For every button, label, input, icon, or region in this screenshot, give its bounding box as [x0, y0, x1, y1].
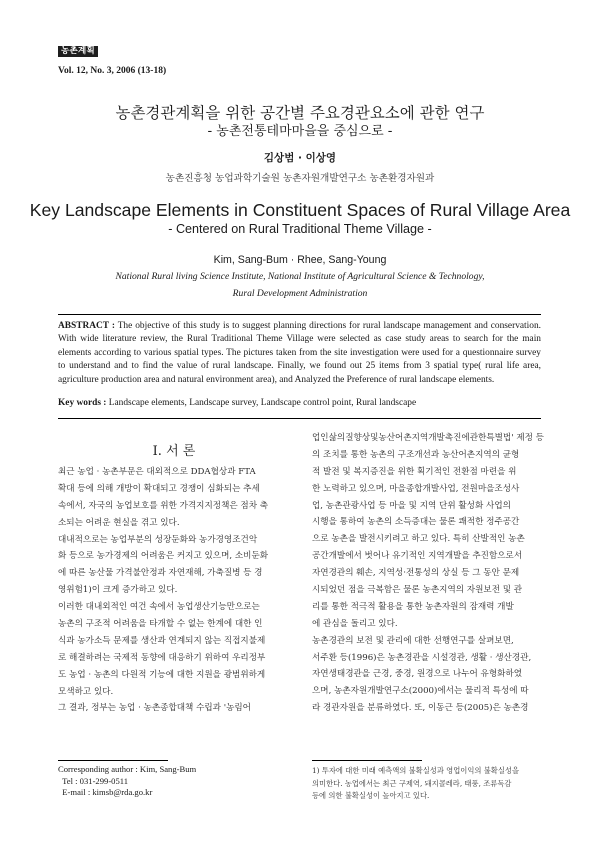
body-line: 자연경관의 훼손, 지역성·전통성의 상실 등 그 동안 문제 [312, 568, 520, 579]
body-line: 이러한 대내외적인 여건 속에서 농업생산기능만으로는 [58, 602, 260, 613]
affiliation-english-line: National Rural living Science Institute, National Institute of Agricultural Science & Technology, [115, 271, 485, 282]
affiliation-english-line: Rural Development Administration [232, 288, 368, 299]
body-left-column [58, 464, 292, 717]
body-line: 으로 농촌을 발전시키려고 하고 있다. 특히 산발적인 농촌 [312, 534, 525, 545]
corresponding-author: Corresponding author : Kim, Sang-Bum [58, 764, 197, 774]
body-line: 화 등으로 농가경제의 어려움은 커지고 있으며, 소비둔화 [58, 551, 269, 562]
subtitle-english: - Centered on Rural Traditional Theme Village - [168, 222, 432, 236]
body-line: 라 경관자원을 분류하였다. 또, 이동근 등(2005)은 농촌경 [312, 703, 529, 714]
abstract-top-rule [58, 314, 541, 315]
subtitle-korean: - 농촌전통테마마을을 중심으로 - [207, 124, 393, 139]
body-line: 모색하고 있다. [58, 686, 114, 697]
correspondence-rule [58, 760, 168, 761]
body-line: 그 결과, 정부는 농업 · 농촌종합대책 수립과 '농림어 [58, 703, 251, 714]
corresponding-tel: Tel : 031-299-0511 [58, 775, 129, 786]
correspondence-info [58, 764, 196, 799]
body-line: 에 따른 농산물 가격불안정과 자연재해, 가축질병 등 경 [58, 568, 263, 579]
body-line: 소되는 어려운 현실을 겪고 있다. [58, 517, 180, 528]
body-line: 시행을 통하여 농촌의 소득증대는 물론 쾌적한 정주공간 [312, 517, 520, 528]
abstract-text: The objective of this study is to suggest planning directions for rural landscape management and conservation. With wide literature review, the Rural Traditional Theme Village were selected as case study areas to search for the main elements according to various spatial types. The pictures taken from the site investigation were used for a questionnaire survey to understand and to find the value of rural landscape. Finally, we found out 25 items from 3 spatial type( rural life area, agriculture production area and natural environment area), and Analyzed the Preference of rural landscape elements. [58, 321, 541, 385]
keywords-text: Landscape elements, Landscape survey, Landscape control point, Rural landscape [108, 398, 417, 408]
body-line: 자연생태경관을 근경, 중경, 원경으로 나누어 유형화하였 [312, 669, 523, 680]
footnote-line: 의미한다. 농업에서는 최근 구제역, 돼지콜레라, 태풍, 조류독감 [312, 778, 512, 788]
journal-badge: 농촌계획 [58, 46, 98, 57]
footnote-rule [312, 760, 422, 761]
title-english: Key Landscape Elements in Constituent Spaces of Rural Village Area [29, 200, 571, 220]
authors-korean: 김상범 · 이상영 [263, 152, 337, 164]
body-line: 한 노력하고 있으며, 마을종합개발사업, 전원마을조성사 [312, 483, 520, 494]
corresponding-email: E-mail : kimsb@rda.go.kr [58, 787, 153, 797]
body-line: 의 조치를 통한 농촌의 구조개선과 농산어촌지역의 균형 [312, 449, 520, 460]
authors-english: Kim, Sang-Bum · Rhee, Sang-Young [213, 254, 387, 266]
affiliation-english [0, 268, 600, 302]
keywords-label: Key words : [58, 398, 107, 408]
section-heading-introduction: I. 서 론 [152, 444, 196, 459]
body-line: 속에서, 자국의 농업보호를 위한 가격지지정책은 점차 축 [58, 500, 269, 511]
body-line: 농촌의 구조적 어려움을 타개할 수 없는 한계에 대한 인 [58, 619, 263, 630]
body-line: 확대 등에 의해 개방이 확대되고 경쟁이 심화되는 추세 [58, 483, 260, 494]
footnote-line: 1) 투자에 대한 미래 예측액의 불확실성과 영업이익의 불확실성을 [312, 766, 519, 775]
body-line: 서주환 등(1996)은 농촌경관을 시설경관, 생활 · 생산경관, [312, 652, 532, 663]
body-line: 에 관심을 돌리고 있다. [312, 618, 398, 629]
affiliation-korean: 농촌진흥청 농업과학기술원 농촌자원개발연구소 농촌환경자원과 [165, 173, 435, 184]
body-line: 으며, 농촌자원개발연구소(2000)에서는 물리적 특성에 따 [312, 686, 529, 697]
abstract [58, 320, 541, 387]
abstract-bottom-rule [58, 418, 541, 419]
abstract-label: ABSTRACT : [58, 321, 115, 331]
keywords [58, 398, 541, 408]
journal-volume: Vol. 12, No. 3, 2006 (13-18) [58, 66, 167, 76]
body-line: 시되었던 점을 극복함은 물론 농촌지역의 자원보전 및 관 [312, 585, 523, 596]
body-line: 적 발전 및 복지증진을 위한 획기적인 전환점 마련을 위 [312, 466, 517, 477]
body-line: 공간개발에서 벗어나 유기적인 지역개발을 추진함으로서 [312, 551, 523, 562]
body-line: 업, 농촌관광사업 등 마을 및 지역 단위 활성화 사업의 [312, 500, 511, 511]
body-line: 대내적으로는 농업부분의 성장둔화와 농가경영조건악 [58, 534, 258, 545]
body-line: 영위험1)이 크게 증가하고 있다. [58, 585, 178, 596]
body-line: 농촌경관의 보전 및 관리에 대한 선행연구를 살펴보면, [312, 635, 514, 646]
body-line: 업인삶의질향상및농산어촌지역개발촉진에관한특별법' 제정 등 [312, 433, 544, 443]
body-line: 도 농업 · 농촌의 다원적 기능에 대한 지원을 광범위하게 [58, 669, 266, 680]
body-line: 최근 농업 · 농촌부문은 대외적으로 DDA협상과 FTA [58, 467, 256, 477]
title-korean: 농촌경관계획을 위한 공간별 주요경관요소에 관한 연구 [115, 104, 485, 122]
body-line: 로 해결하려는 국제적 동향에 대응하기 위하여 우리정부 [58, 652, 266, 663]
footnote-1 [312, 765, 544, 803]
footnote-line: 등에 의한 불확실성이 높아지고 있다. [312, 791, 430, 801]
body-right-column [312, 430, 546, 717]
body-line: 식과 농가소득 문제를 생산과 연계되지 않는 직접지불제 [58, 635, 266, 646]
body-line: 리를 통한 적극적 활용을 통한 농촌자원의 잠재력 개발 [312, 601, 514, 612]
